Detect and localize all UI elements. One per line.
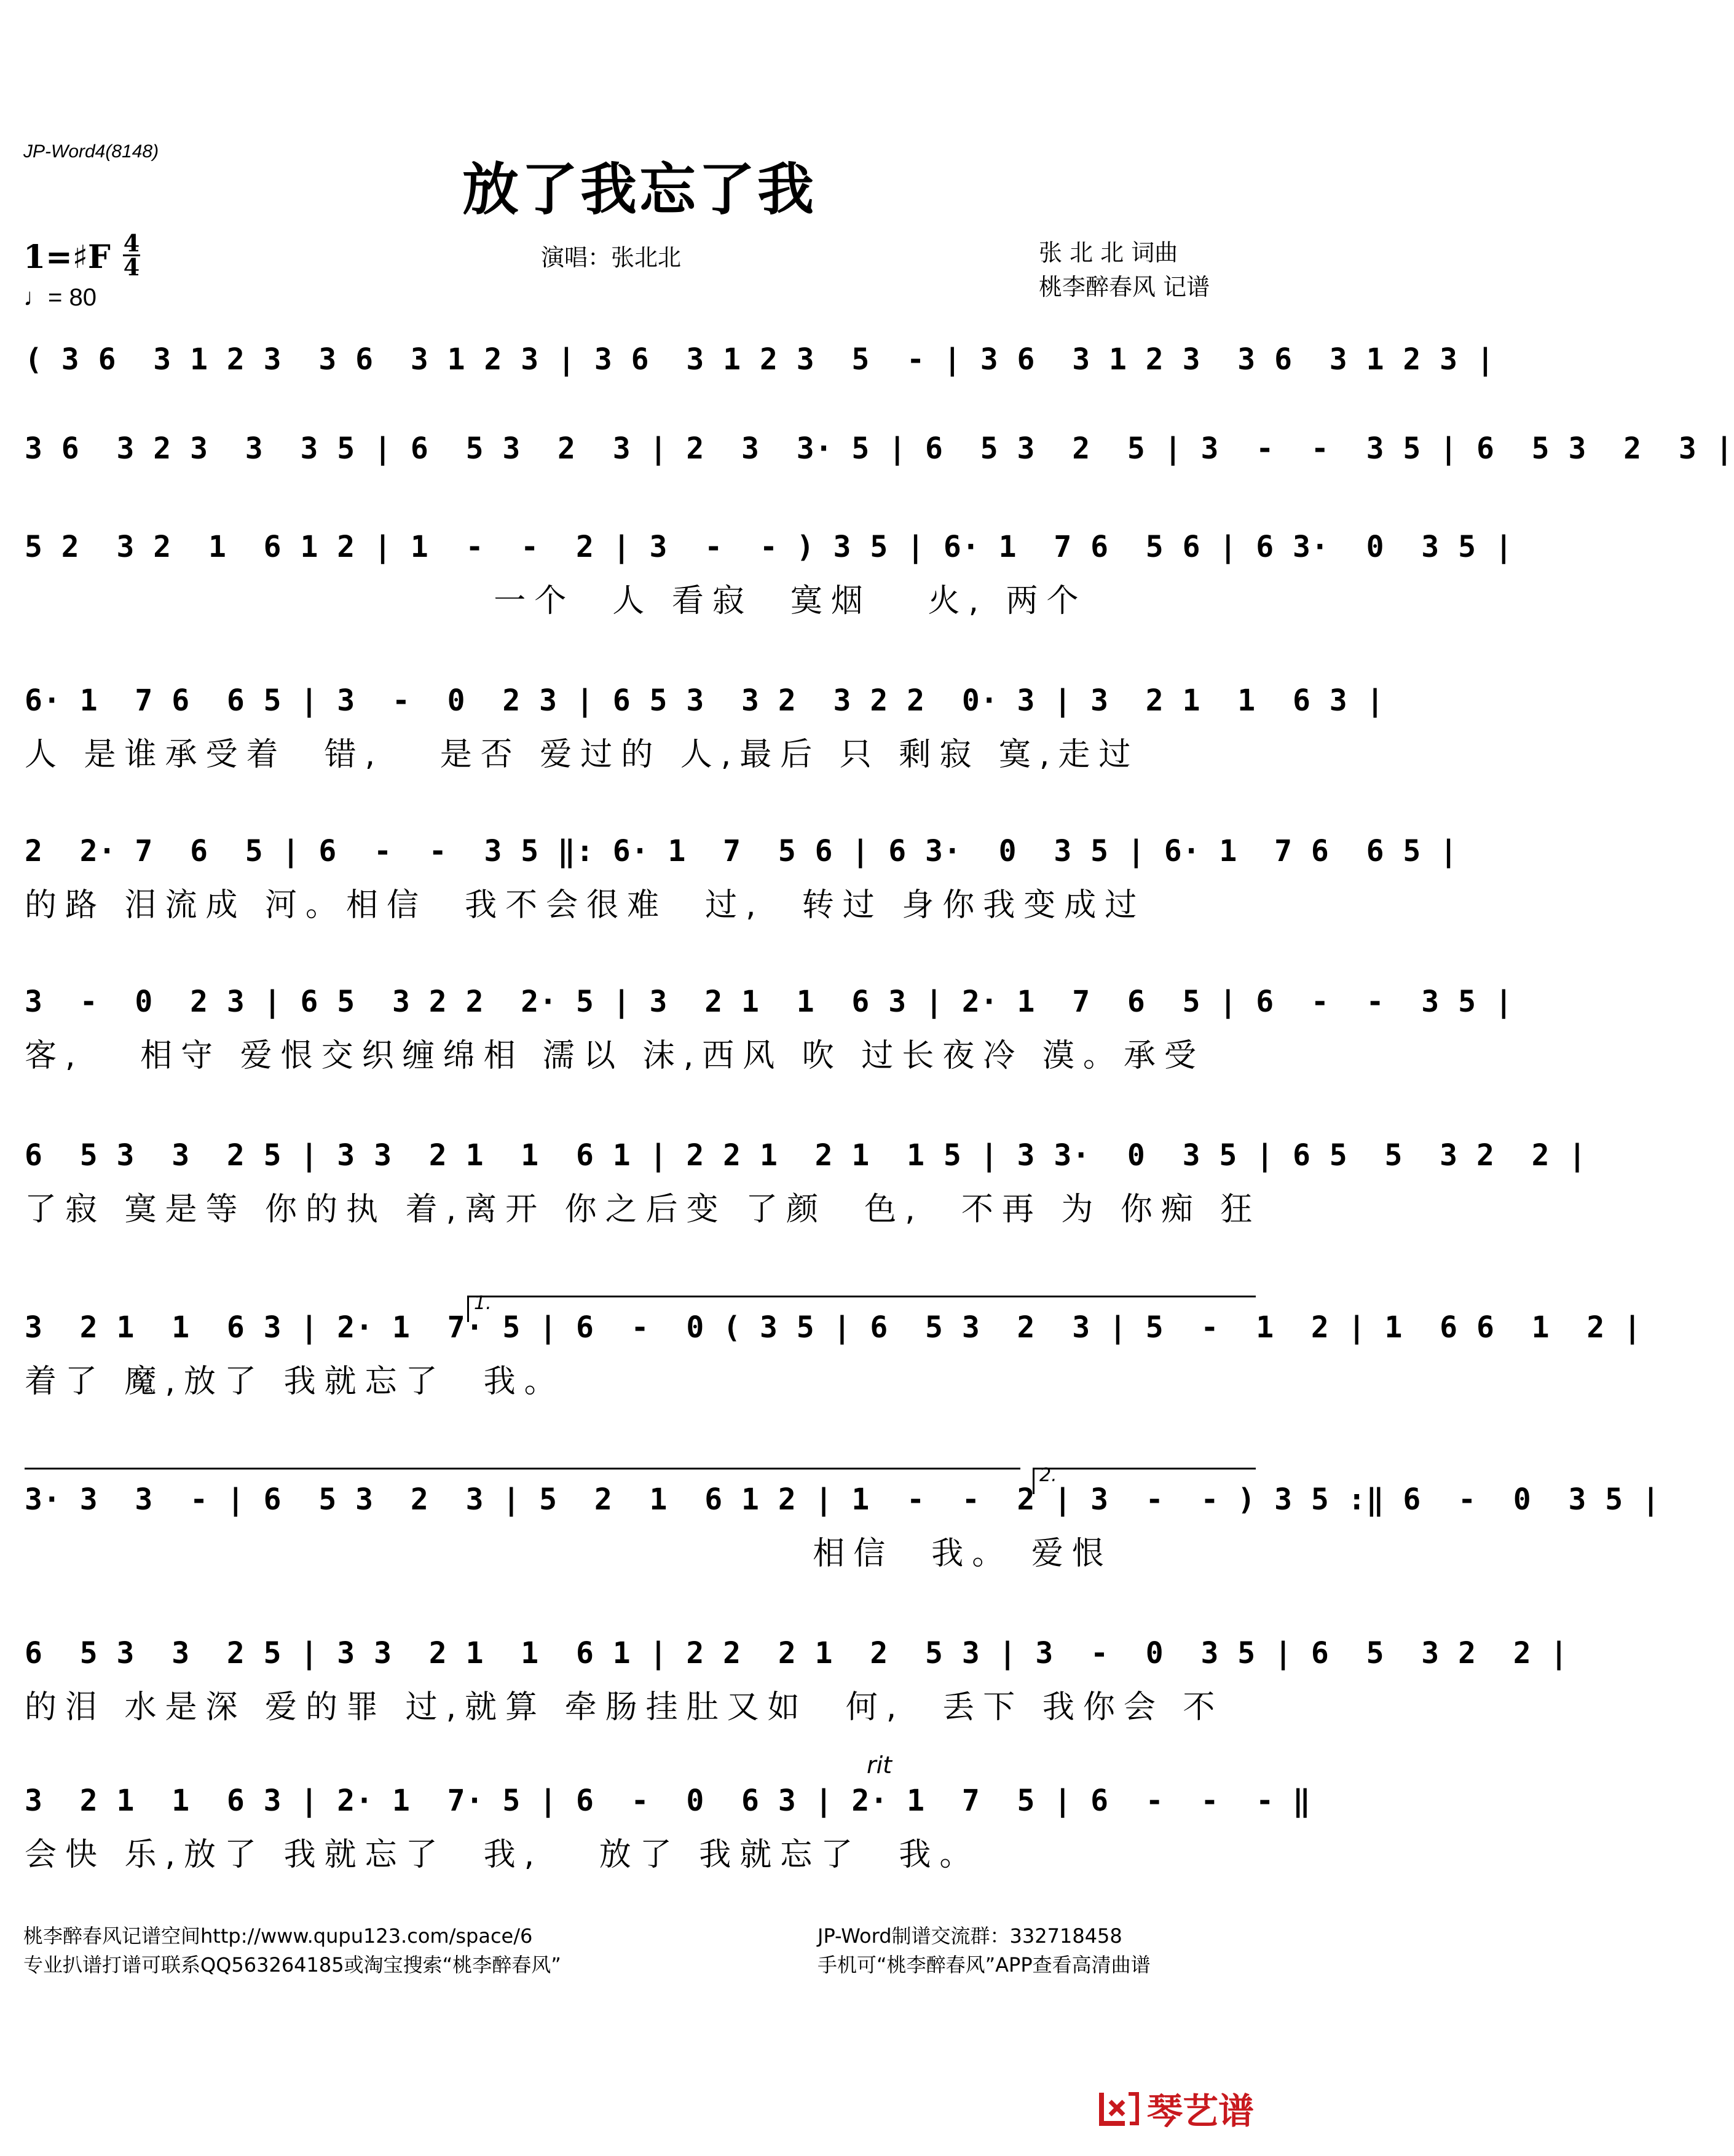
composer-credit: 张 北 北 词曲 — [1039, 239, 1178, 266]
score-row-7 — [25, 1137, 1587, 1291]
lyrics-line: 的泪 水是深 爱的罪 过,就算 牵肠挂肚又如 何, 丢下 我你会 不 — [25, 1689, 1224, 1726]
time-top: 4 — [123, 229, 140, 257]
footer-right-line-2: 手机可“桃李醉春风”APP查看高清曲谱 — [818, 1953, 1151, 1977]
score-row-6 — [25, 983, 1513, 1137]
lyrics-line: 的路 泪流成 河。相信 我不会很难 过, 转过 身你我变成过 — [25, 887, 1146, 924]
notes-line: 5 2 3 2 1 6 1 2 | 1 - - 2 | 3 - - ) 3 5 | 6· 1 7 6 5 6 | 6 3· 0 3 5 | — [25, 530, 1513, 564]
lyrics-line: 了寂 寞是等 你的执 着,离开 你之后变 了颜 色, 不再 为 你痴 狂 — [25, 1191, 1261, 1228]
footer-left-line-1: 桃李醉春风记谱空间http://www.qupu123.com/space/6 — [23, 1924, 533, 1948]
brand-logo — [1098, 2082, 1254, 2134]
score-row-10 — [25, 1635, 1569, 1788]
score-row-5 — [25, 833, 1459, 986]
tempo-marking: ♩= 80 — [23, 284, 97, 311]
notes-line: ( 3 6 3 1 2 3 3 6 3 1 2 3 | 3 6 3 1 2 3 5 - | 3 6 3 1 2 3 3 6 3 1 2 3 | — [25, 342, 1495, 377]
first-ending-label: 1. — [474, 1292, 492, 1314]
score-row-9 — [25, 1465, 1660, 1635]
score-row-4 — [25, 682, 1385, 836]
lyrics-line: 相信 我。 爱恨 — [25, 1535, 1113, 1572]
second-ending-label: 2. — [1039, 1465, 1057, 1486]
time-bottom: 4 — [123, 253, 140, 281]
notes-line: 6 5 3 3 2 5 | 3 3 2 1 1 6 1 | 2 2 1 2 1 1 5 | 3 3· 0 3 5 | 6 5 5 3 2 2 | — [25, 1138, 1587, 1173]
score-row-11 — [25, 1752, 1311, 1936]
lyrics-line: 客, 相守 爱恨交织缠绵相 濡以 沫,西风 吹 过长夜冷 漠。承受 — [25, 1037, 1205, 1074]
transcriber-credit: 桃李醉春风 记谱 — [1039, 273, 1210, 301]
score-row-8 — [25, 1292, 1642, 1463]
software-label: JP-Word4(8148) — [23, 141, 159, 162]
lyrics-line: 人 是谁承受着 错, 是否 爱过的 人,最后 只 剩寂 寞,走过 — [25, 736, 1140, 773]
notes-line: 3 2 1 1 6 3 | 2· 1 7· 5 | 6 - 0 6 3 | 2· 1 7 5 | 6 - - - ‖ — [25, 1784, 1311, 1818]
lyrics-line: 一个 人 看寂 寞烟 火, 两个 — [25, 583, 1087, 620]
brand-name: 琴艺谱 — [1146, 2090, 1254, 2132]
page-title: 放了我忘了我 — [462, 157, 816, 222]
rit-marking: rit — [867, 1752, 893, 1779]
key-signature: 1=♯F — [23, 238, 111, 276]
piano-logo-icon — [1098, 2089, 1141, 2127]
lyrics-line: 会快 乐,放了 我就忘了 我, 放了 我就忘了 我。 — [25, 1836, 980, 1873]
notes-line: 6 5 3 3 2 5 | 3 3 2 1 1 6 1 | 2 2 2 1 2 5 3 | 3 - 0 3 5 | 6 5 3 2 2 | — [25, 1636, 1569, 1670]
footer-right-line-1: JP-Word制谱交流群：332718458 — [818, 1924, 1122, 1948]
lyrics-line: 着了 魔,放了 我就忘了 我。 — [25, 1363, 565, 1400]
time-signature — [123, 229, 140, 281]
notes-line: 3· 3 3 - | 6 5 3 2 3 | 5 2 1 6 1 2 | 1 - - 2 | 3 - - ) 3 5 :‖ 6 - 0 3 5 | — [25, 1482, 1660, 1517]
notes-line: 2 2· 7 6 5 | 6 - - 3 5 ‖: 6· 1 7 5 6 | 6 3· 0 3 5 | 6· 1 7 6 6 5 | — [25, 834, 1459, 868]
footer-left-line-2: 专业扒谱打谱可联系QQ563264185或淘宝搜索“桃李醉春风” — [23, 1953, 561, 1977]
notes-line: 3 6 3 2 3 3 3 5 | 6 5 3 2 3 | 2 3 3· 5 | 6 5 3 2 5 | 3 - - 3 5 | 6 5 3 2 3 | — [25, 431, 1734, 466]
singer-credit: 演唱：张北北 — [541, 244, 682, 271]
notes-line: 3 2 1 1 6 3 | 2· 1 7· 5 | 6 - 0 ( 3 5 | 6 5 3 2 3 | 5 - 1 2 | 1 6 6 1 2 | — [25, 1310, 1642, 1345]
notes-line: 6· 1 7 6 6 5 | 3 - 0 2 3 | 6 5 3 3 2 3 2 2 0· 3 | 3 2 1 1 6 3 | — [25, 683, 1385, 718]
score-row-3 — [25, 529, 1513, 682]
notes-line: 3 - 0 2 3 | 6 5 3 2 2 2· 5 | 3 2 1 1 6 3 | 2· 1 7 6 5 | 6 - - 3 5 | — [25, 985, 1513, 1019]
